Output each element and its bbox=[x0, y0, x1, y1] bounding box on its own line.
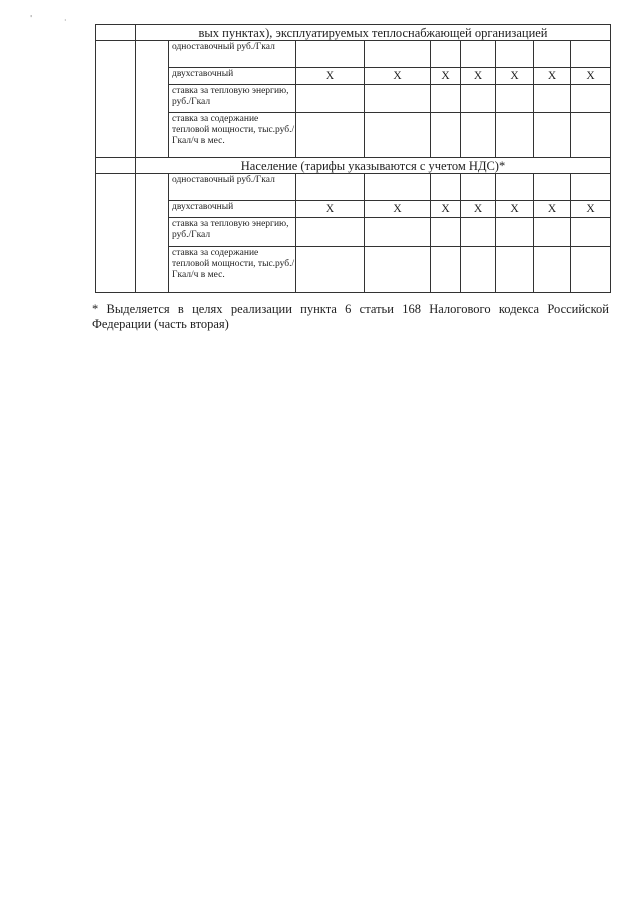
row-label: ставка за тепловую энергию, руб./Гкал bbox=[169, 218, 296, 247]
tariff-table bbox=[95, 24, 611, 293]
row-label: ставка за содержание тепловой мощности, тыс.руб./Гкал/ч в мес. bbox=[169, 113, 296, 158]
row-label: одноставочный руб./Гкал bbox=[169, 174, 296, 201]
row-label: двухставочный bbox=[169, 68, 296, 85]
table-cell: X bbox=[461, 201, 496, 218]
table-row bbox=[96, 41, 611, 68]
table-cell: X bbox=[461, 68, 496, 85]
section-heading-row bbox=[96, 25, 611, 41]
table-cell: X bbox=[296, 68, 365, 85]
table-cell: X bbox=[571, 68, 611, 85]
table-cell: X bbox=[296, 201, 365, 218]
scan-mark: ' bbox=[30, 14, 33, 23]
table-row bbox=[96, 201, 611, 218]
table-row bbox=[96, 113, 611, 158]
table-row bbox=[96, 218, 611, 247]
table-row bbox=[96, 68, 611, 85]
section-heading: Население (тарифы указываются с учетом НДС)* bbox=[136, 158, 611, 174]
row-label: ставка за содержание тепловой мощности, тыс.руб./Гкал/ч в мес. bbox=[169, 247, 296, 293]
footnote: * Выделяется в целях реализации пункта 6 статьи 168 Налогового кодекса Российской Федерации (часть вторая) bbox=[92, 302, 609, 331]
table-row bbox=[96, 174, 611, 201]
table-cell: X bbox=[496, 201, 534, 218]
table-row bbox=[96, 85, 611, 113]
row-label: двухставочный bbox=[169, 201, 296, 218]
table-cell: X bbox=[571, 201, 611, 218]
table-cell: X bbox=[534, 201, 571, 218]
table-cell: X bbox=[496, 68, 534, 85]
section-heading-row bbox=[96, 158, 611, 174]
table-row bbox=[96, 247, 611, 293]
row-label: одноставочный руб./Гкал bbox=[169, 41, 296, 68]
table-cell: X bbox=[365, 68, 431, 85]
section-heading: вых пунктах), эксплуатируемых теплоснабжающей организацией bbox=[136, 25, 611, 41]
row-label: ставка за тепловую энергию, руб./Гкал bbox=[169, 85, 296, 113]
table-cell: X bbox=[365, 201, 431, 218]
table-cell: X bbox=[431, 201, 461, 218]
table-cell: X bbox=[431, 68, 461, 85]
scan-mark: · bbox=[64, 16, 67, 25]
table-cell: X bbox=[534, 68, 571, 85]
